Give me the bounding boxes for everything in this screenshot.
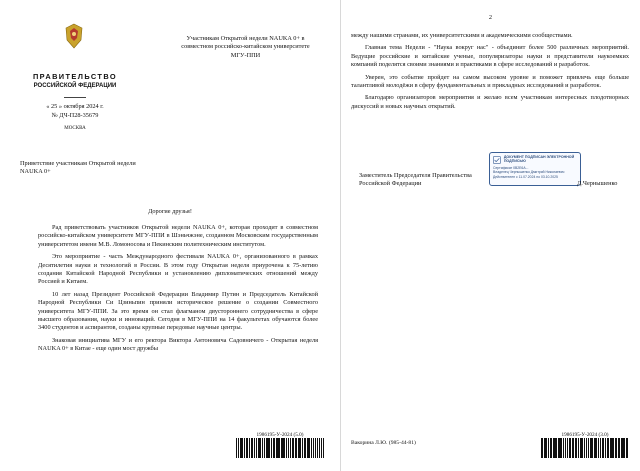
barcode [236, 438, 324, 458]
government-subtitle: РОССИЙСКОЙ ФЕДЕРАЦИИ [33, 83, 117, 89]
barcode-bar [247, 438, 248, 458]
barcode-bar [569, 438, 571, 458]
barcode-bar [300, 438, 301, 458]
recipient-block: Участникам Открытой недели NAUKA 0+ в совместном российско-китайском университете МГУ-ППИ [181, 35, 310, 59]
barcode-bar [321, 438, 322, 458]
executor-line: Вакорина Л.Ю. (985-44-81) [351, 440, 416, 446]
barcode-bar [271, 438, 273, 458]
barcode-bar [315, 438, 316, 458]
barcode-bar [308, 438, 310, 458]
barcode-bar [567, 438, 569, 458]
body-paragraph: Это мероприятие - часть Международного фестиваля NAUKA 0+, организованного в рамках Десятилетия науки и технологий в России. В этом году Открытая неделя приурочена к 75-летию создания Китайской Народной Республики и установлению дипломатических отношений между Россией и Китаем. [38, 253, 318, 286]
body-paragraph: Знаковая инициатива МГУ и его ректора Виктора Антоновича Садовничего - Открытая неделя NAUKA 0+ в Китае - еще один мост дружбы [38, 336, 318, 353]
barcode-bar [556, 438, 557, 458]
government-title: ПРАВИТЕЛЬСТВО [32, 72, 118, 81]
stamp-line: Владелец Чернышенко Дмитрий Николаевич [493, 170, 565, 175]
barcode-bar [596, 438, 597, 458]
document-number: № ДЧ-П28-35679 [51, 112, 99, 120]
body-paragraph: Благодарю организаторов мероприятия и желаю всем участникам интересных плодотворных дискуссий и новых научных открытий. [351, 94, 629, 110]
stamp-line: Действителен с 11.07.2024 по 03.10.2025 [493, 174, 558, 179]
barcode-block [541, 432, 629, 458]
barcode-bar [283, 438, 285, 458]
barcode-bar [244, 438, 245, 458]
barcode-bar [262, 438, 263, 458]
barcode-bar [586, 438, 588, 458]
barcode-bar [592, 438, 593, 458]
divider-line [64, 97, 86, 98]
signer-title: Заместитель Председателя Правительства Российской Федерации [359, 172, 472, 188]
body-paragraph: Главная тема Недели - "Наука вокруг нас" - объединит более 500 различных мероприятий. Ведущие российские и китайские ученые, популяризаторы науки и представители наукоемких компаний поделятся своими знаниями и практиками в сфере исследований и разработок. [351, 44, 629, 69]
barcode-bar [295, 438, 297, 458]
barcode-bar [572, 438, 574, 458]
letter-body-page2 [351, 32, 629, 111]
barcode-bar [548, 438, 550, 458]
barcode-bar [260, 438, 261, 458]
date-line: « 25 » октября 2024 г. [46, 103, 104, 110]
barcode-bar [279, 438, 280, 458]
barcode-bar [603, 438, 604, 458]
barcode-bar [251, 438, 253, 458]
barcode-text: 1986195-У-2024 (5.0) [256, 432, 304, 438]
barcode-bar [319, 438, 320, 458]
barcode-bar [311, 438, 312, 458]
barcode-bar [578, 438, 579, 458]
barcode-bar [565, 438, 566, 458]
barcode-bar [560, 438, 562, 458]
barcode-bar [626, 438, 628, 458]
stamp-line: Сертификат 0B2E6A... [493, 166, 529, 170]
body-paragraph: Рад приветствовать участников Открытой недели NAUKA 0+, которая проходит в совместном российско-китайском университете МГУ-ППИ в Шэньчжэне, созданном Московским государственным университетом имени М.В. Ломоносова и Пекинским политехническим институтом. [38, 224, 318, 248]
barcode-bar [580, 438, 581, 458]
letter-body-page1 [38, 224, 318, 354]
continuation-text: между нашими странами, их университетскими и академическими сообществами. [351, 32, 573, 39]
barcode [541, 438, 629, 458]
barcode-bar [288, 438, 289, 458]
signer-name: Д.Чернышенко [577, 180, 618, 187]
signature-seal-icon [493, 155, 501, 165]
barcode-bar [302, 438, 303, 458]
barcode-bar [598, 438, 599, 458]
barcode-bar [286, 438, 287, 458]
barcode-bar [619, 438, 620, 458]
barcode-bar [581, 438, 583, 458]
barcode-bar [236, 438, 237, 458]
barcode-bar [292, 438, 294, 458]
barcode-bar [256, 438, 257, 458]
barcode-bar [304, 438, 306, 458]
barcode-bar [623, 438, 625, 458]
barcode-bar [605, 438, 606, 458]
barcode-bar [616, 438, 617, 458]
stamp-heading: ДОКУМЕНТ ПОДПИСАН ЭЛЕКТРОННОЙ ПОДПИСЬЮ [503, 155, 575, 164]
barcode-bar [290, 438, 292, 458]
barcode-bar [254, 438, 256, 458]
coat-of-arms-icon [63, 22, 85, 50]
barcode-bar [563, 438, 564, 458]
barcode-bar [588, 438, 589, 458]
barcode-bar [323, 438, 324, 458]
salutation: Дорогие друзья! [148, 208, 192, 215]
barcode-block [236, 432, 324, 458]
city: МОСКВА [64, 125, 86, 131]
barcode-bar [608, 438, 609, 458]
letter-page-2 [341, 0, 640, 471]
body-paragraph: Уверен, это событие пройдет на самом высоком уровне и поможет привлечь еще больше талантливой молодёжи в сферу фундаментальных и прикладных исследований и разработок. [351, 73, 629, 90]
page-number: 2 [488, 14, 493, 21]
body-paragraph: 10 лет назад Президент Российской Федерации Владимир Путин и Председатель Китайской Народной Республики Си Цзиньпин приняли историческое решение о создании Совместного университета МГУ-ППИ. За это время он стал флагманом двустороннего сотрудничества в сфере высшего образования, науки и инноваций. Сегодня в МГУ-ППИ на 14 факультетах обучаются более 3400 студентов и аспирантов, созданы крупные передовые научные центры. [38, 290, 318, 332]
barcode-text: 1986195-У-2024 (3.0) [561, 432, 609, 438]
electronic-signature-stamp [489, 152, 581, 186]
subject-line: Приветствие участникам Открытой недели NAUKA 0+ [20, 160, 136, 176]
